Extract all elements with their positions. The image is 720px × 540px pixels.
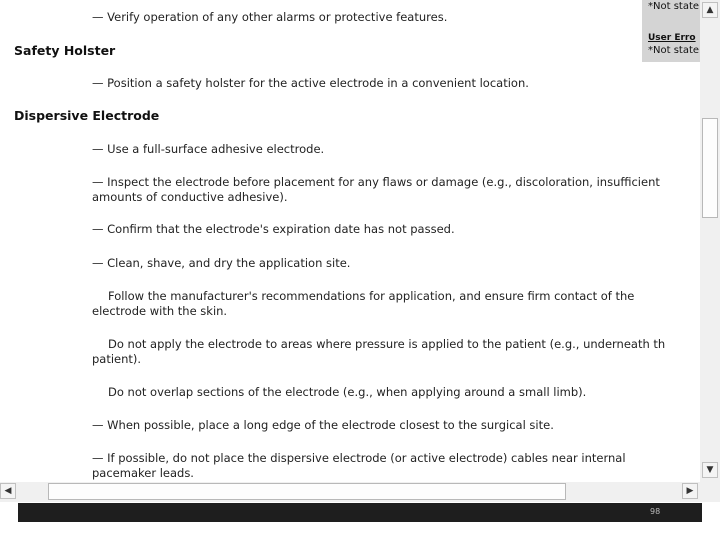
list-item: pacemaker leads. bbox=[92, 466, 194, 480]
side-panel-heading: User Erro bbox=[648, 33, 696, 43]
section-heading: Safety Holster bbox=[14, 43, 116, 58]
scroll-left-icon[interactable]: ◀ bbox=[0, 483, 16, 499]
vertical-scroll-thumb[interactable] bbox=[702, 118, 718, 218]
list-item: — Verify operation of any other alarms or protective features. bbox=[92, 10, 448, 24]
vertical-scrollbar[interactable] bbox=[700, 0, 720, 482]
scroll-right-icon[interactable]: ▶ bbox=[682, 483, 698, 499]
list-item: — Position a safety holster for the active electrode in a convenient location. bbox=[92, 76, 529, 90]
list-item: patient). bbox=[92, 352, 142, 366]
list-item: Do not apply the electrode to areas where pressure is applied to the patient (e.g., underneath th bbox=[108, 337, 666, 351]
list-item: — Confirm that the electrode's expiration date has not passed. bbox=[92, 222, 455, 236]
page-number: 98 bbox=[650, 507, 661, 516]
list-item: — If possible, do not place the dispersive electrode (or active electrode) cables near internal bbox=[92, 451, 626, 465]
slide-footer-bar bbox=[18, 503, 702, 522]
horizontal-scroll-thumb[interactable] bbox=[48, 483, 566, 500]
scroll-down-icon[interactable]: ▼ bbox=[702, 462, 718, 478]
list-item: — When possible, place a long edge of the electrode closest to the surgical site. bbox=[92, 418, 554, 432]
list-item: Do not overlap sections of the electrode (e.g., when applying around a small limb). bbox=[108, 385, 587, 399]
list-item: — Use a full-surface adhesive electrode. bbox=[92, 142, 325, 156]
list-item: electrode with the skin. bbox=[92, 304, 228, 318]
side-panel-text: *Not state bbox=[648, 1, 700, 12]
section-heading: Dispersive Electrode bbox=[14, 108, 160, 123]
list-item: — Clean, shave, and dry the application site. bbox=[92, 256, 351, 270]
list-item: — Inspect the electrode before placement for any flaws or damage (e.g., discoloration, insufficient bbox=[92, 175, 660, 189]
side-panel bbox=[642, 0, 700, 62]
side-panel-text: *Not state bbox=[648, 45, 700, 56]
list-item: Follow the manufacturer's recommendations for application, and ensure firm contact of the bbox=[108, 289, 635, 303]
scroll-up-icon[interactable]: ▲ bbox=[702, 2, 718, 18]
list-item: amounts of conductive adhesive). bbox=[92, 190, 288, 204]
